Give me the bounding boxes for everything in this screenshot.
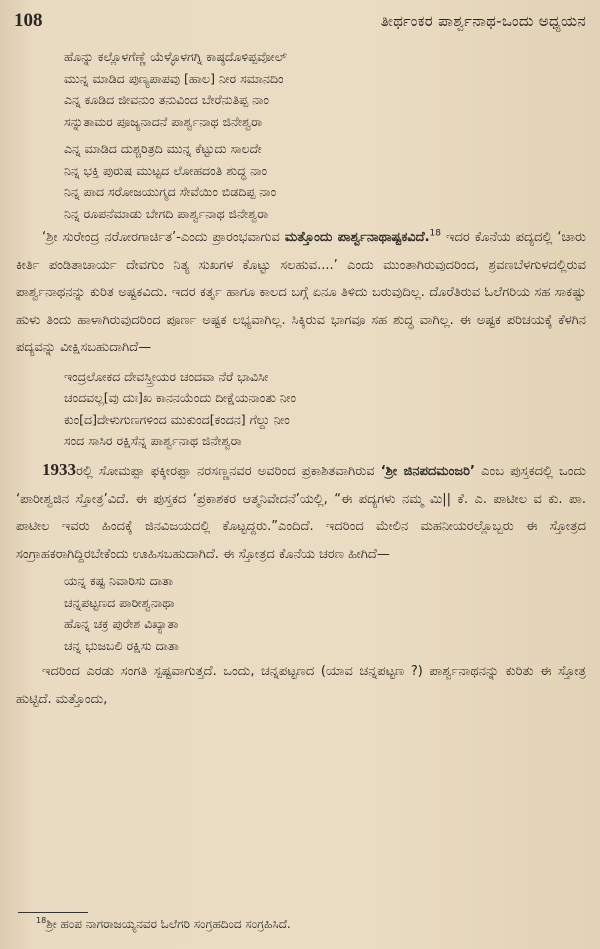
paragraph-conclusion <box>16 658 586 713</box>
footnote <box>36 916 291 932</box>
paragraph-jinapadamanjari <box>16 456 586 568</box>
footnote-text: ಶ್ರೀ ಹಂಪ ನಾಗರಾಜಯ್ಯನವರ ಓಲೆಗರಿ ಸಂಗ್ರಹದಿಂದ ಸಂಗ್ರಹಿಸಿದೆ. <box>46 917 291 931</box>
verse-line: ಮುನ್ನ ಮಾಡಿದ ಪುಣ್ಯಪಾಪವು [ಹಾಲ] ನೀರ ಸಮಾನದಿಂ <box>64 70 284 86</box>
verse-line: ಸಂದ ಸಾಸಿರ ರಕ್ಷಿಸೆನ್ನ ಪಾರ್ಶ್ವನಾಥ ಜಿನೇಶ್ವರಾ <box>64 433 242 449</box>
verse-line: ನಿನ್ನ ರೂಪನೆಮಾಡು ಬೇಗದಿ ಪಾರ್ಶ್ವನಾಥ ಜಿನೇಶ್ವರಾ <box>64 205 269 221</box>
footnote-number: 18 <box>36 916 47 925</box>
verse-line: ಕುಂ[ದ]ದೇಳುಗುಣಗಳಿಂದ ಮುಕುಂದ[ಕಂದನ] ಗೆಲ್ದು ನೀಂ <box>64 411 290 427</box>
running-title: ತೀರ್ಥಂಕರ ಪಾರ್ಶ್ವನಾಥ-ಒಂದು ಅಧ್ಯಯನ <box>380 12 586 30</box>
verse-line: ಯನ್ನ ಕಷ್ಟ ನಿವಾರಿಸು ದಾತಾ <box>64 573 174 589</box>
para1-bold-title: ಮತ್ತೊಂದು ಪಾರ್ಶ್ವನಾಥಾಷ್ಟಕವಿದೆ. <box>284 230 430 245</box>
para3-text: ಇದರಿಂದ ಎರಡು ಸಂಗತಿ ಸ್ಪಷ್ಟವಾಗುತ್ತದೆ. ಒಂದು, ಚನ್ನಪಟ್ಟಣದ (ಯಾವ ಚನ್ನಪಟ್ಟಣ ?) ಪಾರ್ಶ್ವನಾಥನನ್ನು ಕುರಿತು ಈ ಸ್ತೋತ್ರ ಹುಟ್ಟಿದೆ. ಮತ್ತೊಂದು, <box>16 664 586 707</box>
verse-block-1 <box>64 46 586 224</box>
verse-line: ಎನ್ನ ಕೂಡಿದ ಜೀವನುಂ ತನುವಿಂದ ಬೇರೆನುತಿಪ್ಪ ನಾಂ <box>64 92 269 107</box>
para1-rest: ಇದರ ಕೊನೆಯ ಪದ್ಯದಲ್ಲಿ ‘ಚಾರು ಕೀರ್ತಿ ಪಂಡಿತಾಚಾರ್ಯ ದೇವಗುಂ ನಿತ್ಯ ಸುಖಗಳ ಕೊಟ್ಟು ಸಲಹುವ....’ ಎಂದು ಮುಂತಾಗಿರುವುದರಿಂದ, ಶ್ರವಣಬೆಳಗುಳದಲ್ಲಿರುವ ಪಾರ್ಶ್ವನಾಥನನ್ನು ಕುರಿತ ಅಷ್ಟಕವಿದು. ಇದರ ಕರ್ತೃ ಹಾಗೂ ಕಾಲದ ಬಗ್ಗೆ ಏನೂ ತಿಳಿದು ಬರುವುದಿಲ್ಲ. ದೊರೆತಿರುವ ಓಲೆಗರಿಯ ಸಹ ಸಾಕಷ್ಟು ಹುಳು ತಿಂದು ಹಾಳಾಗಿರುವುದರಿಂದ ಪೂರ್ಣ ಅಷ್ಟಕ ಲಭ್ಯವಾಗಿಲ್ಲ. ಸಿಕ್ಕಿರುವ ಭಾಗವೂ ಸಹ ಶುದ್ಧ ವಾಗಿಲ್ಲ. ಈ ಅಷ್ಟಕ ಪರಿಚಯಕ್ಕೆ ಕೆಳಗಿನ ಪದ್ಯವನ್ನು ವೀಕ್ಷಿಸಬಹುದಾಗಿದೆ— <box>16 230 586 356</box>
verse-line: ಸನ್ನುತಾಮರ ಪೂಜ್ಯನಾದನೆ ಪಾರ್ಶ್ವನಾಥ ಜಿನೇಶ್ವರಾ <box>64 113 263 129</box>
verse-block-3 <box>64 570 586 656</box>
verse-line: ಹೊನ್ನು ಕಲ್ಲೊಳಗೆಣ್ಣೆ ಯೆಳ್ಳೊಳಗಗ್ನಿ ಕಾಷ್ಠದೊಳಿಪ್ಪವೋಲ್ <box>64 49 287 64</box>
verse-line: ಚಂದವಲ್ಲ[ವು ದುಃ]ಖ ಕಾನನಯೆಂದು ದೀಕ್ಷೆಯನಾಂತು ನೀಂ <box>64 390 296 406</box>
para2-bold-book-title: ‘ಶ್ರೀ ಜಿನಪದಮಂಜರಿ’ <box>380 463 475 479</box>
verse-line: ಇಂದ್ರಲೋಕದ ದೇವಸ್ತ್ರೀಯರ ಚಂದವಾ ನೆರೆ ಭಾವಿಸೀ <box>64 368 269 384</box>
verse-line: ಹೊನ್ನ ಚಕ್ರ ಪುರೇಶ ವಿಖ್ಯಾತಾ <box>64 616 179 632</box>
verse-line: ನಿನ್ನ ಪಾದ ಸರೋಜಯುಗ್ಮದ ಸೇವೆಯಿಂ ಬಿಡದಿಪ್ಪ ನಾಂ <box>64 184 277 199</box>
page-header <box>14 10 586 36</box>
paragraph-ashtaka-intro <box>16 224 586 362</box>
year: 1933 <box>42 459 76 479</box>
verse-line: ಚನ್ನ ಭುಜಬಲಿ ರಕ್ಷಿಸು ದಾತಾ <box>64 637 179 653</box>
para1-lead: ‘ಶ್ರೀ ಸುರೇಂದ್ರ ನರೋರಗಾರ್ಚಿತ’-ಎಂದು ಪ್ರಾರಂಭವಾಗುವ <box>42 230 285 245</box>
para2-text1: ರಲ್ಲಿ ಸೋಮಪ್ಪಾ ಫಕ್ಕೀರಪ್ಪಾ ನರಸಣ್ಣನವರ ಅವರಿಂದ ಪ್ರಕಾಶಿತವಾಗಿರುವ <box>76 463 381 479</box>
footnote-rule <box>18 912 88 913</box>
page-body <box>16 40 586 714</box>
verse-line: ನಿನ್ನ ಭಕ್ತಿ ಪುರುಷ ಮುಟ್ಟದ ಲೋಹದಂತಿ ಶುದ್ಧ ನಾಂ <box>64 162 268 178</box>
verse-line: ಎನ್ನ ಮಾಡಿದ ದುಶ್ಚರಿತ್ರದಿ ಮುನ್ನ ಕೆಟ್ಟುದು ಸಾಲದೇ <box>64 141 262 156</box>
page-number: 108 <box>14 10 43 31</box>
para2-text2: ಎಂಬ ಪುಸ್ತಕದಲ್ಲಿ ಒಂದು ‘ಪಾರೀಶ್ವಜಿನ ಸ್ತೋತ್ರ’ವಿದೆ. ಈ ಪುಸ್ತಕದ ‘ಪ್ರಕಾಶಕರ ಆತ್ಮನಿವೇದನೆ’ಯಲ್ಲಿ, “ಈ ಪದ್ಯಗಳು ನಮ್ಮ ಮಿ|| ಕೆ. ಎ. ಪಾಟೀಲ ವ ಕು. ಪಾ. ಪಾಟೀಲ ಇವರು ಹಿಂದಕ್ಕೆ ಜಿನವಿಜಯದಲ್ಲಿ ಕೊಟ್ಟದ್ದರು.”ಎಂದಿದೆ. ಇದರಿಂದ ಮೇಲಿನ ಮಹನೀಯರಲ್ಲೊಬ್ಬರು ಈ ಸ್ತೋತ್ರದ ಸಂಗ್ರಾಹಕರಾಗಿದ್ದಿರಬೇಕೆಂದು ಊಹಿಸಬಹುದಾಗಿದೆ. ಈ ಸ್ತೋತ್ರದ ಕೊನೆಯ ಚರಣ ಹೀಗಿದೆ— <box>16 463 587 562</box>
footnote-ref[interactable]: 18 <box>429 228 441 239</box>
verse-line: ಚನ್ನಪಟ್ಟಣದ ಪಾರೀಶ್ವನಾಥಾ <box>64 594 175 610</box>
verse-block-2 <box>64 366 586 452</box>
